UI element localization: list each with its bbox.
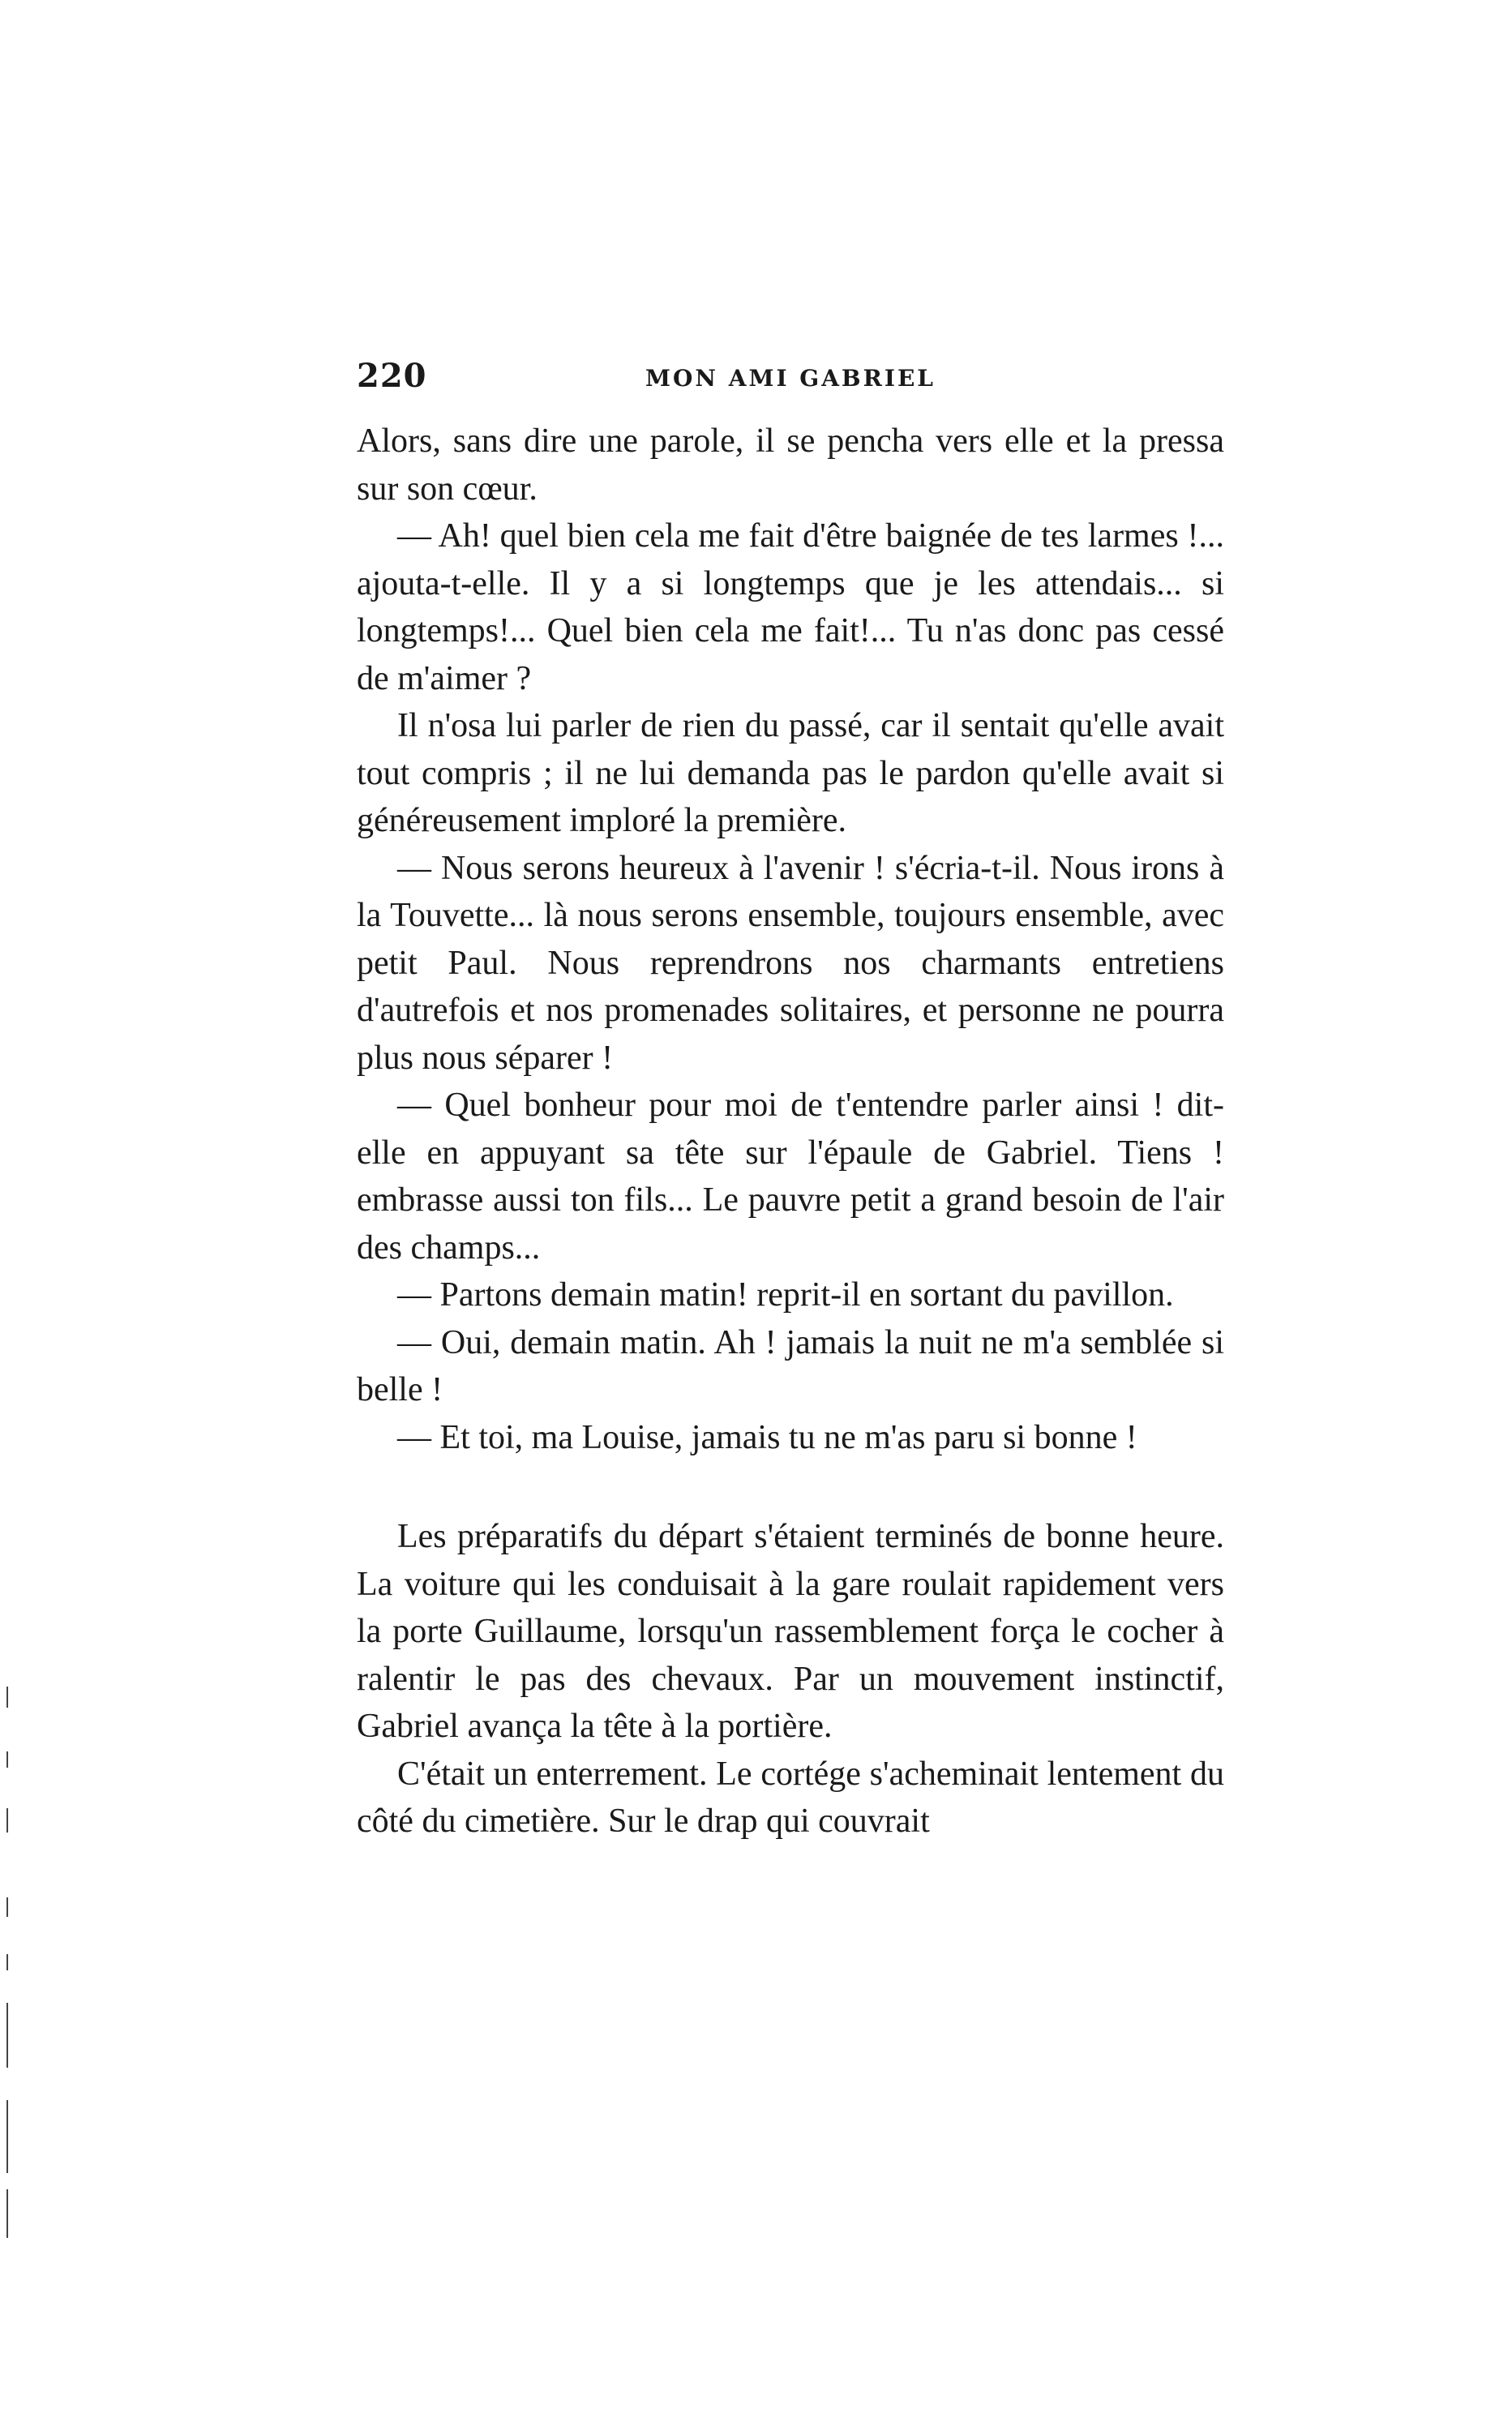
paragraph: — Oui, demain matin. Ah ! jamais la nuit ne m'a semblée si belle ! <box>357 1323 1224 1408</box>
paragraph: — Nous serons heureux à l'avenir ! s'écria-t-il. Nous irons à la Touvette... là nous serons ensemble, toujours ensemble, avec petit Paul. Nous reprendrons nos charmants entretiens d'autrefois et nos promenades solitaires, et personne ne pourra plus nous séparer ! <box>357 849 1224 1077</box>
scan-mark <box>6 1808 8 1833</box>
paragraph: — Ah! quel bien cela me fait d'être baignée de tes larmes !... ajouta-t-elle. Il y a si longtemps que je les attendais... si longtemps!... Quel bien cela me fait!... Tu n'as donc pas cessé de m'aimer ? <box>357 517 1224 697</box>
paragraph: — Et toi, ma Louise, jamais tu ne m'as paru si bonne ! <box>397 1418 1137 1456</box>
scan-mark <box>6 2100 8 2173</box>
scan-mark <box>6 1897 8 1917</box>
paragraph: C'était un enterrement. Le cortége s'acheminait lentement du côté du cimetière. Sur le drap qui couvrait <box>357 1755 1224 1840</box>
scan-mark <box>6 1687 8 1708</box>
running-title: MON AMI GABRIEL <box>645 365 936 392</box>
paragraph: — Quel bonheur pour moi de t'entendre parler ainsi ! dit-elle en appuyant sa tête sur l'épaule de Gabriel. Tiens ! embrasse aussi ton fils... Le pauvre petit a grand besoin de l'air des champs... <box>357 1087 1224 1267</box>
paragraph: Les préparatifs du départ s'étaient terminés de bonne heure. La voiture qui les conduisait à la gare roulait rapidement vers la porte Guillaume, lorsqu'un rassemblement força le cocher à ralentir le pas des chevaux. Par un mouvement instinctif, Gabriel avança la tête à la portière. <box>357 1518 1224 1745</box>
body-text <box>357 418 1224 1845</box>
scan-mark <box>6 1751 8 1768</box>
scan-mark <box>6 2189 8 2238</box>
page-number: 220 <box>357 357 427 395</box>
scan-mark <box>6 1954 8 1970</box>
paragraph: Il n'osa lui parler de rien du passé, car il sentait qu'elle avait tout compris ; il ne lui demanda pas le pardon qu'elle avait si généreusement imploré la première. <box>357 707 1224 839</box>
margin-scan-marks <box>6 1687 10 2238</box>
paragraph: Alors, sans dire une parole, il se pencha vers elle et la pressa sur son cœur. <box>357 422 1224 508</box>
running-head <box>357 357 1224 405</box>
scan-mark <box>6 2003 8 2068</box>
paragraph: — Partons demain matin! reprit-il en sortant du pavillon. <box>397 1276 1174 1314</box>
